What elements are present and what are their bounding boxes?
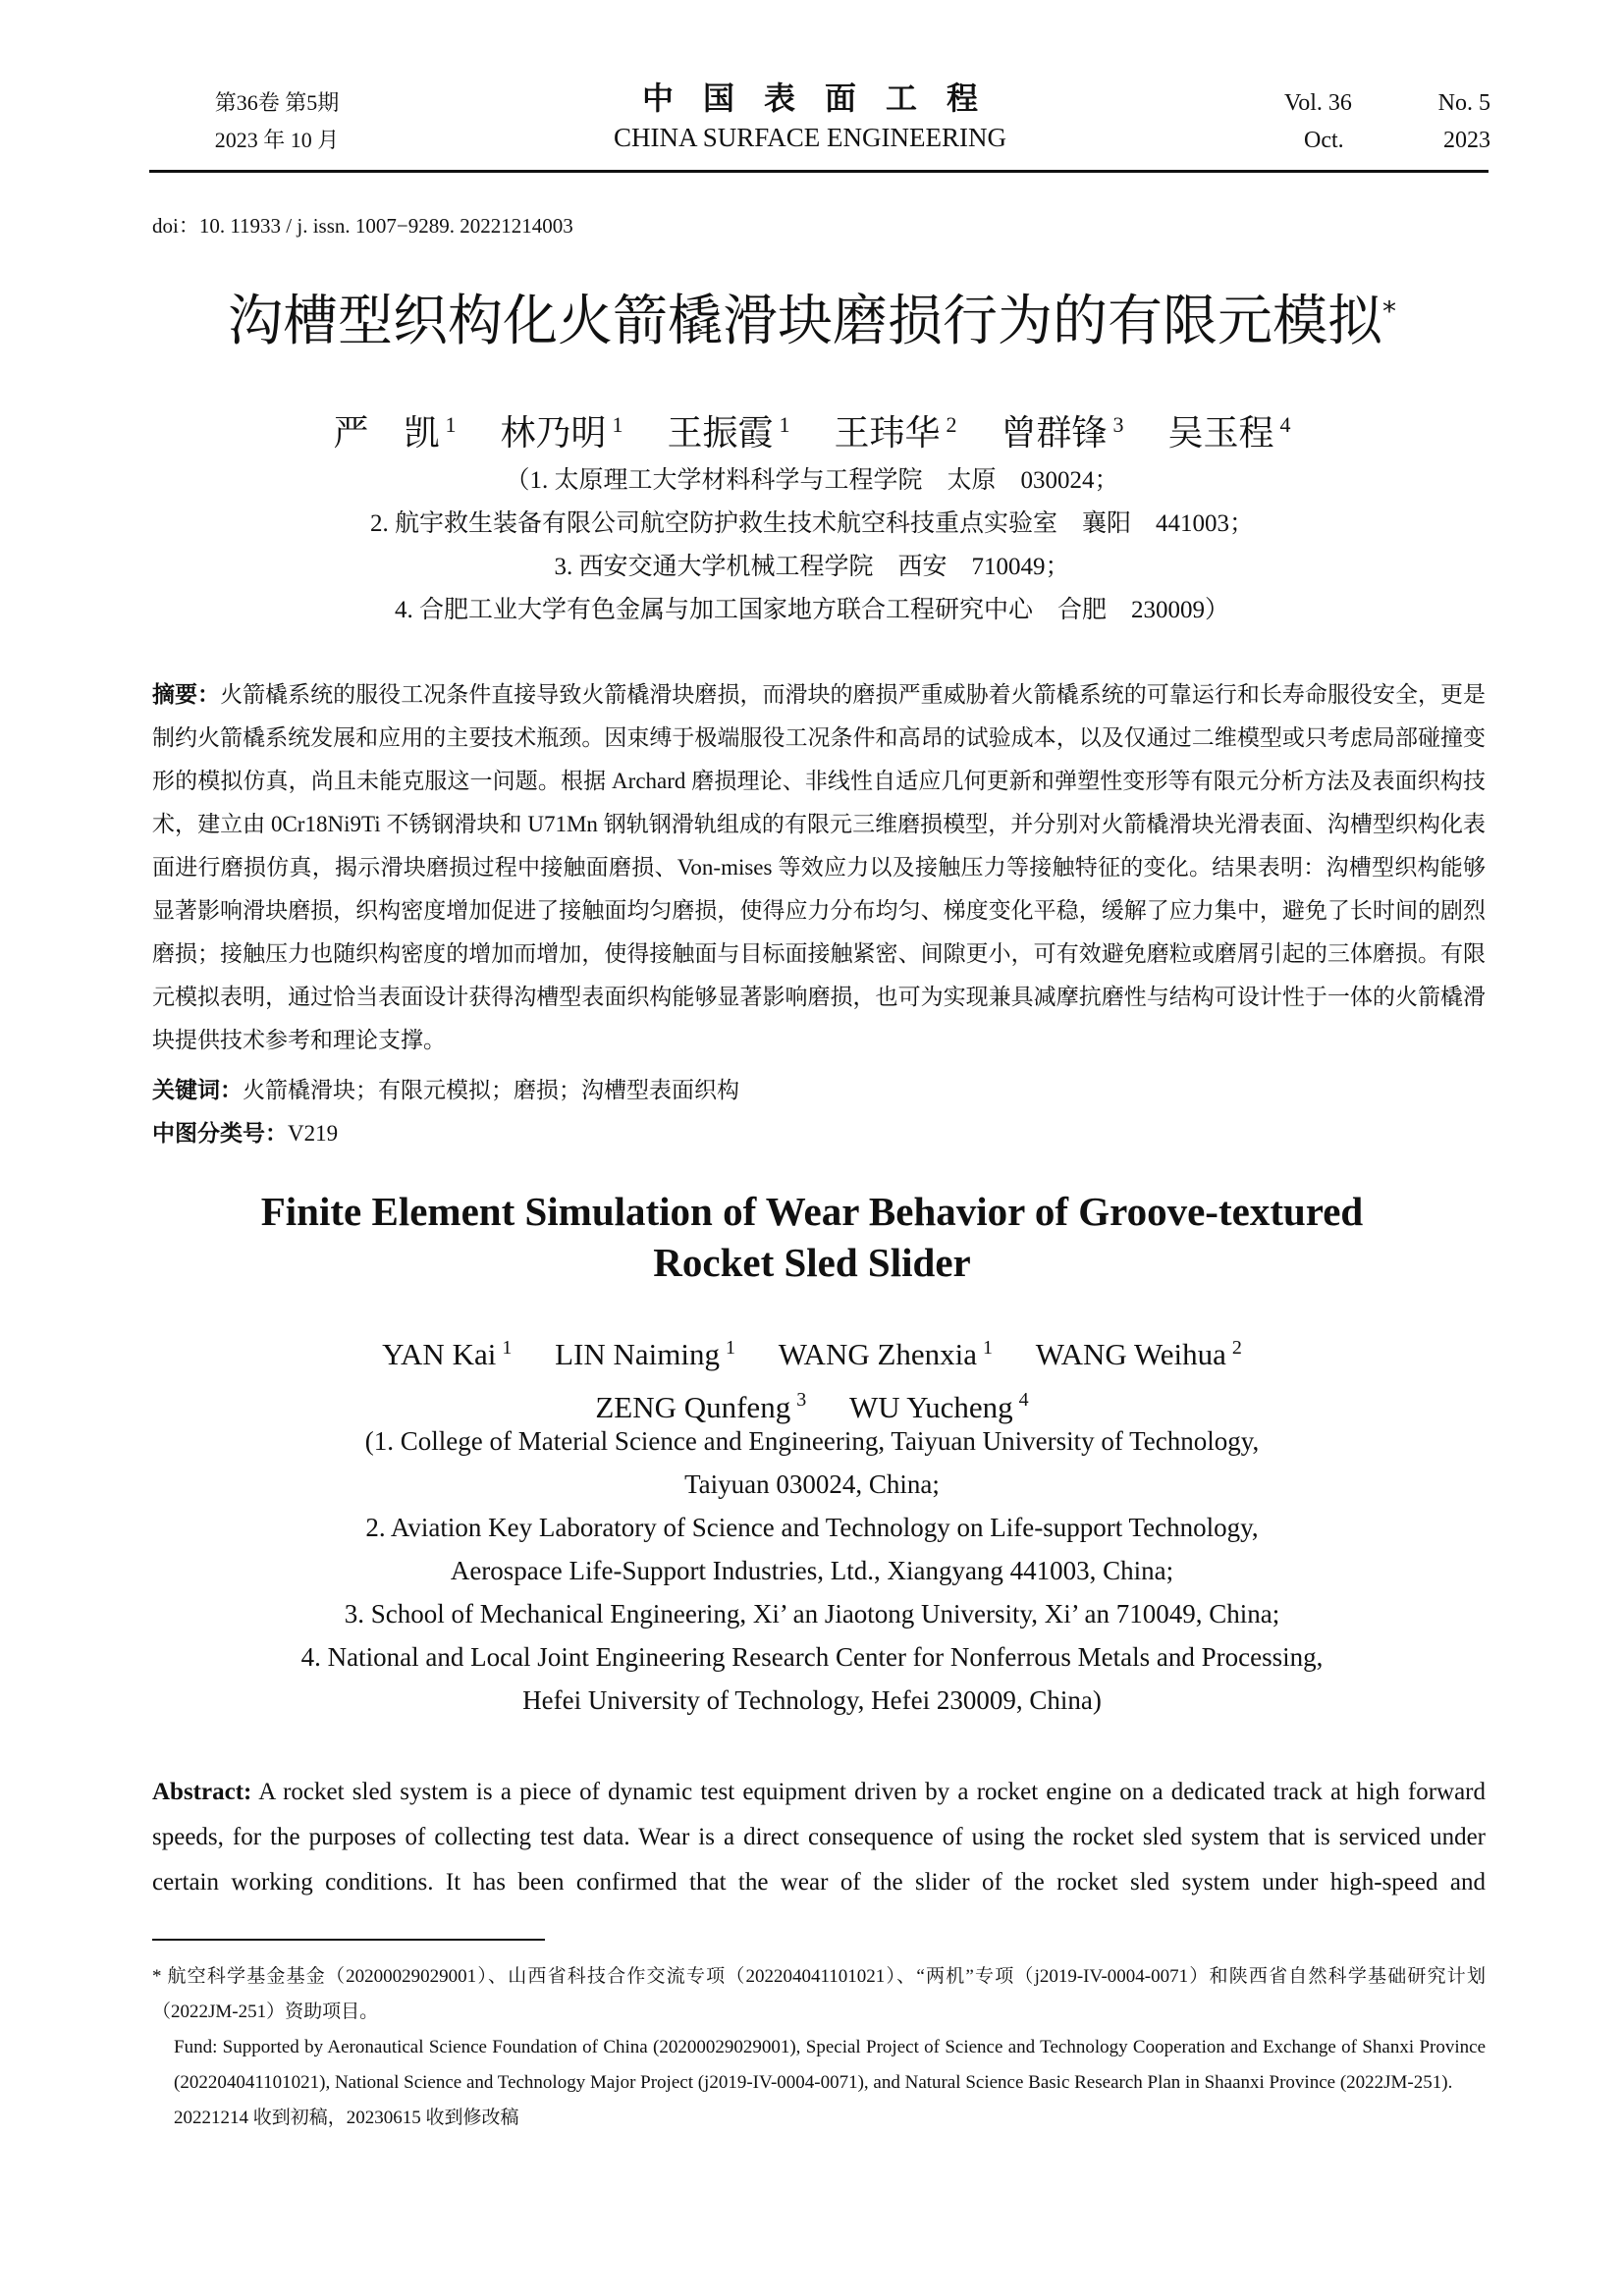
affiliations-cn <box>98 459 1526 632</box>
author-en: YAN Kai $^1$ <box>382 1337 513 1372</box>
footnote-fund-en: Fund: Supported by Aeronautical Science Foundation of China (20200029029001), Special Project of Science and Technology Cooperation and Exchange of Shanxi Province (202204041101021), National Science and Technology Major Project (j2019-IV-0004-0071), and Natural Science Basic Research Plan in Shaanxi Province (2022JM-251). <box>174 2037 1486 2093</box>
affiliation-en-line: 3. School of Mechanical Engineering, Xi’ an Jiaotong University, Xi’ an 710049, China; <box>344 1599 1280 1629</box>
affiliation-cn: 2. 航宇救生装备有限公司航空防护救生技术航空科技重点实验室 襄阳 441003； <box>369 510 1254 537</box>
header-rule <box>149 170 1489 173</box>
authors-en <box>98 1325 1526 1430</box>
affiliation-en-line: Hefei University of Technology, Hefei 230009, China) <box>522 1685 1102 1715</box>
abstract-en-line: speeds, for the purposes of collecting test data. Wear is a direct consequence of using the rocket sled system that is serviced under <box>152 1824 1486 1850</box>
doi: doi：10. 11933 / j. issn. 1007−9289. 20221214003 <box>152 214 573 238</box>
affiliation-cn: 4. 合肥工业大学有色金属与加工国家地方联合工程研究中心 合肥 230009） <box>394 597 1229 623</box>
keywords-cn-label: 关键词： <box>152 1078 243 1103</box>
abstract-en-label: Abstract: <box>152 1779 252 1805</box>
header-month-en: Oct. <box>1304 128 1344 153</box>
header-year-en: 2023 <box>1443 128 1490 153</box>
journal-title-cn: 中国表面工程 <box>641 80 1007 117</box>
abstract-cn <box>152 673 1486 1062</box>
author-en: WANG Weihua $^2$ <box>1035 1337 1242 1372</box>
header-right <box>1284 84 1490 159</box>
title-cn-footnote-mark: * <box>1382 294 1396 328</box>
footnote-fund-cn: * 航空科学基金基金（20200029029001）、山西省科技合作交流专项（202204041101021）、“两机”专项（j2019-IV-0004-0071）和陕西省自然科学基础研究计划（2022JM-251）资助项目。 <box>152 1966 1486 2022</box>
affiliation-en-line: Taiyuan 030024, China; <box>684 1469 940 1499</box>
abstract-en-line: certain working conditions. It has been confirmed that the wear of the slider of the rocket sled system under high-speed and <box>152 1869 1486 1896</box>
affiliation-en-line: (1. College of Material Science and Engineering, Taiyuan University of Technology, <box>364 1426 1260 1456</box>
author-en: ZENG Qunfeng $^3$ <box>595 1389 807 1424</box>
abstract-en <box>152 1770 1486 1905</box>
header-no-en: No. 5 <box>1437 90 1490 116</box>
affiliation-cn: （1. 太原理工大学材料科学与工程学院 太原 030024； <box>505 467 1119 494</box>
abstract-cn-label: 摘要： <box>152 682 221 708</box>
footnote <box>152 1959 1486 2136</box>
abstract-cn-text: 火箭橇系统的服役工况条件直接导致火箭橇滑块磨损，而滑块的磨损严重威胁着火箭橇系统的可靠运行和长寿命服役安全，更是制约火箭橇系统发展和应用的主要技术瓶颈。因束缚于极端服役工况条件和高昂的试验成本，以及仅通过二维模型或只考虑局部碰撞变形的模拟仿真，尚且未能克服这一问题。根据 Archard 磨损理论、非线性自适应几何更新和弹塑性变形等有限元分析方法及表面织构技术，建立由 0Cr18Ni9Ti 不锈钢滑块和 U71Mn 钢轨钢滑轨组成的有限元三维磨损模型，并分别对火箭橇滑块光滑表面、沟槽型织构化表面进行磨损仿真，揭示滑块磨损过程中接触面磨损、Von-mises 等效应力以及接触压力等接触特征的变化。结果表明：沟槽型织构能够显著影响滑块磨损，织构密度增加促进了接触面均匀磨损，使得应力分布均匀、梯度变化平稳，缓解了应力集中，避免了长时间的剧烈磨损；接触压力也随织构密度的增加而增加，使得接触面与目标面接触紧密、间隙更小，可有效避免磨粒或磨屑引起的三体磨损。有限元模拟表明，通过恰当表面设计获得沟槽型表面织构能够显著影响磨损，也可为实现兼具减摩抗磨性与结构可设计性于一体的火箭橇滑块提供技术参考和理论支撑。 <box>152 682 1487 1052</box>
title-en-line: Rocket Sled Slider <box>653 1240 971 1285</box>
author-cn: 吴玉程 $^4$ <box>1167 412 1291 453</box>
header-center <box>530 79 1090 157</box>
journal-title-en: CHINA SURFACE ENGINEERING <box>613 123 1006 152</box>
footnote-received: 20221214 收到初稿，20230615 收到修改稿 <box>174 2108 519 2128</box>
affiliation-en-line: 4. National and Local Joint Engineering Research Center for Nonferrous Metals and Processing, <box>300 1642 1324 1672</box>
header-vol-en: Vol. 36 <box>1284 90 1352 116</box>
clc-cn-text: V219 <box>288 1121 339 1146</box>
title-en-line: Finite Element Simulation of Wear Behavior of Groove-textured <box>260 1189 1364 1234</box>
affiliation-cn: 3. 西安交通大学机械工程学院 西安 710049； <box>554 554 1070 580</box>
author-en: WU Yucheng $^4$ <box>848 1389 1029 1424</box>
affiliation-en-line: 2. Aviation Key Laboratory of Science and Technology on Life-support Technology, <box>365 1513 1259 1542</box>
header-volume-cn: 第36卷 第5期 <box>214 90 340 115</box>
author-cn: 王振霞 $^1$ <box>667 412 790 453</box>
title-cn <box>98 285 1526 359</box>
authors-cn <box>98 400 1526 457</box>
author-en: LIN Naiming $^1$ <box>555 1337 735 1372</box>
affiliation-en-line: Aerospace Life-Support Industries, Ltd., Xiangyang 441003, China; <box>450 1556 1174 1585</box>
footnote-rule <box>152 1939 545 1941</box>
abstract-en-line: Abstract: A rocket sled system is a piece of dynamic test equipment driven by a rocket engine on a dedicated track at high forward <box>152 1779 1487 1805</box>
author-cn: 林乃明 $^1$ <box>500 412 623 453</box>
affiliations-en <box>98 1419 1526 1722</box>
header-date-cn: 2023 年 10 月 <box>214 128 340 152</box>
author-cn: 曾群锋 $^3$ <box>1001 412 1124 453</box>
clc-cn <box>152 1112 1486 1155</box>
keywords-cn-text: 火箭橇滑块；有限元模拟；磨损；沟槽型表面织构 <box>243 1078 739 1102</box>
keywords-cn <box>152 1069 1486 1112</box>
author-cn: 严 凯 $^1$ <box>333 412 457 453</box>
author-cn: 王玮华 $^2$ <box>834 412 957 453</box>
title-cn-text: 沟槽型织构化火箭橇滑块磨损行为的有限元模拟 <box>228 290 1382 353</box>
title-en <box>98 1186 1526 1288</box>
clc-cn-label: 中图分类号： <box>152 1121 288 1147</box>
header-left <box>179 84 375 159</box>
author-en: WANG Zhenxia $^1$ <box>778 1337 994 1372</box>
